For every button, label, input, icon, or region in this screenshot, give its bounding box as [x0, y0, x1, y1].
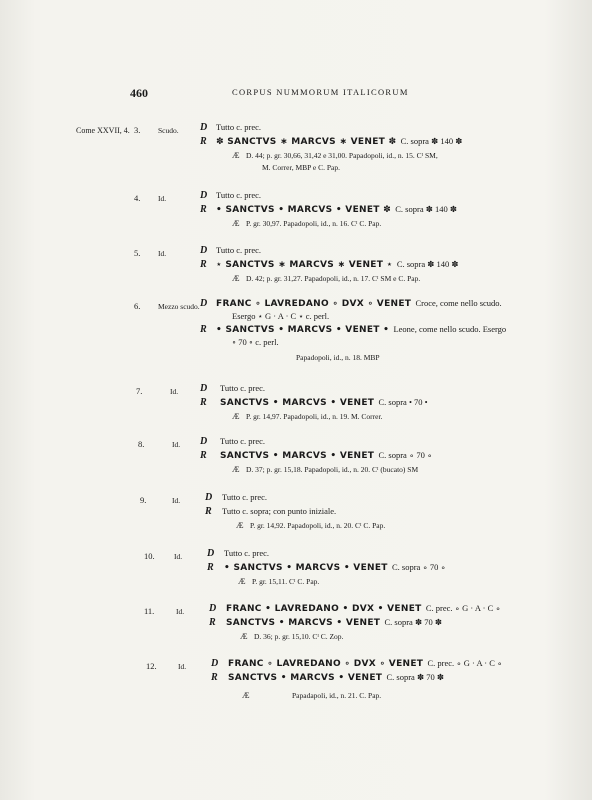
obverse-exergue: Esergo ⋆ G · A · C ⋆ c. perl. — [232, 311, 330, 321]
metal-symbol: Æ — [232, 218, 240, 228]
reverse-legend: ✽ SANCTVS ∗ MARCVS ∗ VENET ✽ — [216, 137, 397, 147]
obverse-description: C. prec. ∘ G · A · C ∘ — [427, 658, 503, 668]
metal-symbol: Æ — [240, 631, 248, 641]
reverse-legend: • SANCTVS • MARCVS • VENET • — [216, 325, 390, 335]
obverse-mark: D — [205, 492, 213, 503]
obverse-text: Tutto c. prec. — [222, 492, 268, 502]
bibliography: Papadopoli, id., n. 18. MBP — [296, 353, 380, 362]
reverse-legend: SANCTVS • MARCVS • VENET — [226, 618, 381, 628]
metal-symbol: Æ — [232, 464, 240, 474]
reverse-legend: SANCTVS • MARCVS • VENET — [228, 673, 383, 683]
metal-symbol: Æ — [232, 411, 240, 421]
obverse-description: C. prec. ∘ G · A · C ∘ — [425, 603, 501, 613]
obverse-text: Tutto c. prec. — [220, 383, 266, 393]
metal-symbol: Æ — [238, 576, 246, 586]
reverse-legend: • SANCTVS • MARCVS • VENET ✽ — [216, 205, 392, 215]
denomination: Id. — [158, 249, 167, 258]
obverse-line — [228, 658, 502, 670]
reverse-line — [216, 204, 457, 216]
entry-number: 3. — [134, 125, 141, 135]
bibliography: Papadapoli, id., n. 21. C. Pap. — [292, 691, 382, 700]
obverse-mark: D — [200, 122, 208, 133]
reverse-mark: R — [209, 617, 216, 628]
entry-number: 5. — [134, 248, 141, 258]
bibliography-continued: M. Correr, MBP e C. Pap. — [262, 163, 340, 172]
obverse-mark: D — [200, 298, 208, 309]
reverse-mark: R — [211, 672, 218, 683]
entry-number: 9. — [140, 495, 147, 505]
entry-number: 7. — [136, 386, 143, 396]
reverse-description: C. sopra ✽ 70 ✽ — [384, 617, 442, 627]
reverse-mark: R — [205, 506, 212, 517]
reverse-legend: • SANCTVS • MARCVS • VENET — [224, 563, 388, 573]
page-number: 460 — [130, 86, 148, 100]
obverse-mark: D — [211, 658, 219, 669]
bibliography: D. 37; p. gr. 15,18. Papadopoli, id., n. 20. Cᴵ (bucato) SM — [246, 465, 419, 474]
bibliography: P. gr. 14,92. Papadopoli, id., n. 20. Cᴵ C. Pap. — [250, 521, 386, 530]
denomination: Scudo. — [158, 126, 179, 135]
reverse-legend: SANCTVS • MARCVS • VENET — [220, 398, 375, 408]
reverse-description: C. sopra ∘ 70 ∘ — [378, 450, 433, 460]
metal-symbol: Æ — [232, 150, 240, 160]
obverse-text: Tutto c. prec. — [216, 190, 262, 200]
bibliography: D. 42; p. gr. 31,27. Papadopoli, id., n. 17. Cᴵ SM e C. Pap. — [246, 274, 421, 283]
obverse-mark: D — [209, 603, 217, 614]
bibliography: P. gr. 30,97. Papadopoli, id., n. 16. Cᴵ C. Pap. — [246, 219, 382, 228]
reverse-mark: R — [207, 562, 214, 573]
entry-number: 4. — [134, 193, 141, 203]
bibliography: D. 36; p. gr. 15,10. Cᴵ C. Zop. — [254, 632, 344, 641]
reverse-line — [228, 672, 444, 684]
denomination: Id. — [174, 552, 183, 561]
running-title: CORPUS NUMMORUM ITALICORUM — [232, 87, 409, 97]
obverse-line — [226, 603, 501, 615]
reverse-line — [220, 397, 428, 409]
reverse-line — [226, 617, 442, 629]
obverse-text: Tutto c. prec. — [216, 122, 262, 132]
denomination: Id. — [170, 387, 179, 396]
obverse-description: Croce, come nello scudo. — [415, 298, 502, 308]
entry-number: 6. — [134, 301, 141, 311]
entry-number: 8. — [138, 439, 145, 449]
reverse-exergue: ∘ 70 ∘ c. perl. — [232, 337, 279, 347]
obverse-legend: FRANC ∘ LAVREDANO ∘ DVX ∘ VENET — [216, 299, 412, 309]
reverse-mark: R — [200, 259, 207, 270]
reverse-line — [220, 450, 432, 462]
obverse-text: Tutto c. prec. — [216, 245, 262, 255]
reverse-description: C. sopra ✽ 140 ✽ — [400, 136, 463, 146]
reverse-mark: R — [200, 397, 207, 408]
reverse-line — [224, 562, 446, 574]
entry-number: 11. — [144, 606, 155, 616]
page-header — [0, 86, 592, 106]
reverse-legend: SANCTVS • MARCVS • VENET — [220, 451, 375, 461]
obverse-legend: FRANC • LAVREDANO • DVX • VENET — [226, 604, 422, 614]
reverse-mark: R — [200, 324, 207, 335]
reverse-line — [216, 136, 462, 148]
obverse-mark: D — [200, 383, 208, 394]
denomination: Id. — [178, 662, 187, 671]
denomination: Id. — [172, 496, 181, 505]
obverse-mark: D — [200, 436, 208, 447]
entry-number: 12. — [146, 661, 157, 671]
reverse-description: C. sopra ✽ 140 ✽ — [395, 204, 457, 214]
obverse-text: Tutto c. prec. — [224, 548, 270, 558]
reverse-description: C. sopra • 70 • — [378, 397, 428, 407]
obverse-legend: FRANC ∘ LAVREDANO ∘ DVX ∘ VENET — [228, 659, 424, 669]
reverse-description: C. sopra ✽ 140 ✽ — [396, 259, 459, 269]
denomination: Id. — [176, 607, 185, 616]
obverse-line — [216, 298, 502, 310]
bibliography: P. gr. 14,97. Papadopoli, id., n. 19. M. Correr. — [246, 412, 383, 421]
obverse-mark: D — [207, 548, 215, 559]
reverse-description: C. sopra ✽ 70 ✽ — [386, 672, 444, 682]
reverse-line — [216, 259, 459, 271]
bibliography: P. gr. 15,11. Cᴵ C. Pap. — [252, 577, 320, 586]
entry-number: 10. — [144, 551, 155, 561]
reverse-mark: R — [200, 450, 207, 461]
reverse-line — [216, 324, 506, 336]
cross-reference: Come XXVII, 4. — [76, 126, 130, 135]
reverse-legend: ⋆ SANCTVS ∗ MARCVS ∗ VENET ⋆ — [216, 260, 393, 270]
reverse-mark: R — [200, 136, 207, 147]
denomination: Id. — [172, 440, 181, 449]
reverse-description: C. sopra ∘ 70 ∘ — [391, 562, 446, 572]
metal-symbol: Æ — [242, 690, 250, 700]
reverse-mark: R — [200, 204, 207, 215]
bibliography: D. 44; p. gr. 30,66, 31,42 e 31,00. Papadopoli, id., n. 15. Cᴵ SM, — [246, 151, 438, 160]
metal-symbol: Æ — [236, 520, 244, 530]
metal-symbol: Æ — [232, 273, 240, 283]
denomination: Mezzo scudo. — [158, 302, 200, 311]
obverse-mark: D — [200, 190, 208, 201]
reverse-description: Leone, come nello scudo. Esergo — [393, 324, 507, 334]
obverse-text: Tutto c. prec. — [220, 436, 266, 446]
denomination: Id. — [158, 194, 167, 203]
obverse-mark: D — [200, 245, 208, 256]
reverse-text: Tutto c. sopra; con punto iniziale. — [222, 506, 337, 516]
